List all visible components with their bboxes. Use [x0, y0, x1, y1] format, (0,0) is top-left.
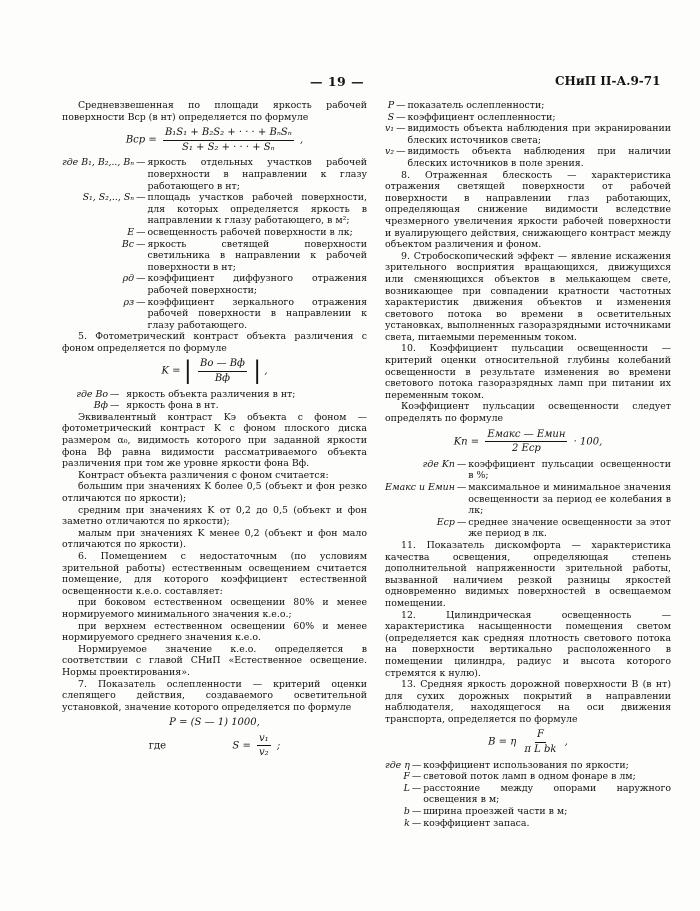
- formula-kp-lhs: Kп =: [453, 436, 480, 448]
- def-symbol: k: [404, 817, 410, 829]
- def-symbol: Eср: [436, 516, 455, 528]
- formula-s-fraction: [257, 733, 271, 759]
- formula-bcp-fraction: [163, 127, 294, 153]
- def-symbol: v₂: [385, 146, 395, 158]
- item-8: 8. Отраженная блескость — характеристика отражения светящей поверхности от рабочей поверхности в направлении глаз работающих, определяющая снижение видимости вследствие чрезмерного увеличения яркости рабочей поверхности и вуалирующего действия, снижающего контраст между объектом различения и фоном.: [385, 169, 671, 251]
- def-text: максимальное и минимальное значения освещенности за период ее колебания в лк;: [468, 482, 671, 517]
- def-symbol: P: [387, 100, 395, 111]
- formula-s-where: где: [148, 740, 167, 752]
- def-symbol: F: [403, 771, 410, 783]
- contrast-mid: средним при значениях K от 0,2 до 0,5 (объект и фон заметно отличаются по яркости);: [62, 504, 367, 528]
- def-row: где Kп — коэффициент пульсации освещенности в %;: [385, 459, 671, 482]
- def-symbol: ρз: [123, 296, 135, 308]
- def-row: Bс — яркость светящей поверхности светильника в направлении к рабочей поверхности в нт;: [62, 239, 367, 274]
- def-row: ρз — коэффициент зеркального отражения рабочей поверхности в направлении к глазу работающего.: [62, 297, 367, 332]
- contrast-big: большим при значениях K более 0,5 (объект и фон резко отличаются по яркости);: [62, 481, 367, 504]
- formula-bcp-den: S₁ + S₂ + · · · + Sₙ: [181, 141, 275, 153]
- formula-b-fraction: [522, 729, 558, 755]
- def-text: ширина проезжей части в м;: [423, 806, 568, 818]
- definitions-k: [62, 389, 367, 412]
- formula-k-fraction: [198, 358, 247, 384]
- def-text: расстояние между опорами наружного освещения в м;: [423, 782, 671, 806]
- def-row: P — показатель ослепленности;: [385, 100, 671, 112]
- def-text: яркость фона в нт.: [126, 400, 219, 412]
- def-symbol: b: [403, 806, 410, 818]
- def-symbol: Bс: [121, 238, 135, 250]
- formula-kp-den: 2 Eср: [511, 443, 541, 455]
- side-lighting: при боковом естественном освещении 80% и менее нормируемого минимального значения к.е.о.;: [62, 597, 367, 620]
- def-symbol: где η: [385, 759, 410, 771]
- def-row: ρд — коэффициент диффузного отражения рабочей поверхности;: [62, 273, 367, 296]
- def-text: видимость объекта наблюдения при экранировании блеских источников света;: [407, 123, 671, 146]
- formula-s-lhs: S =: [232, 740, 251, 752]
- def-row: где B₁, B₂,.., Bₙ — яркость отдельных участков рабочей поверхности в направлении к глазу работающего в нт;: [62, 157, 367, 192]
- def-text: коэффициент запаса.: [423, 817, 530, 829]
- formula-b-den: π L bk: [524, 744, 557, 756]
- definitions-kp: [385, 459, 671, 540]
- def-symbol: v₁: [385, 123, 395, 135]
- def-row: k — коэффициент запаса.: [385, 818, 671, 830]
- formula-bcp-lhs: Bср =: [125, 134, 157, 146]
- def-row: L — расстояние между опорами наружного освещения в м;: [385, 783, 671, 806]
- formula-k-tail: ,: [264, 366, 268, 378]
- formula-s-tail: ;: [276, 740, 281, 752]
- item-12: 12. Цилиндрическая освещенность — характеристика насыщенности помещения светом (определяется как средняя плотность светового потока на поверхности вертикально расположенного в помещении цилиндра, радиус и высота которого стремятся к нулю).: [385, 609, 671, 679]
- formula-bcp: [62, 127, 367, 153]
- def-row: Eср — среднее значение освещенности за этот же период в лк.: [385, 517, 671, 540]
- def-symbol: Bф: [93, 400, 108, 412]
- def-text: видимость объекта наблюдения при наличии блеских источников в поле зрения.: [407, 146, 671, 169]
- formula-b-num: F: [535, 729, 546, 743]
- formula-s-num: v₁: [257, 733, 271, 747]
- formula-p: P = (S — 1) 1000,: [169, 717, 260, 729]
- def-text: площадь участков рабочей поверхности, для которых определяется яркость в направлении к глазу работающего, в м²;: [147, 192, 367, 227]
- def-symbol: L: [403, 782, 410, 794]
- def-symbol: где Bо: [76, 388, 108, 400]
- def-symbol: где B₁, B₂,.., Bₙ: [62, 157, 135, 169]
- item-10: 10. Коэффициент пульсации освещенности — критерий оценки относительной глубины колебаний освещенности в результате изменения во времени светового потока газоразрядных ламп при питании их переменным током.: [385, 343, 671, 401]
- def-row: где Bо — яркость объекта различения в нт;: [62, 389, 367, 401]
- def-symbol: S₁, S₂,.., Sₙ: [82, 192, 135, 204]
- definitions-bcp: [62, 157, 367, 331]
- right-column: [385, 100, 671, 829]
- def-text: яркость объекта различения в нт;: [126, 388, 296, 400]
- item-9: 9. Стробоскопический эффект — явление искажения зрительного восприятия вращающихся, движущихся или сменяющихся объектов в мелькающем свете, возникающее при совпадении кратности частотных характеристик движения объектов и изменения светового потока во времени в осветительных установках, выполненных газоразрядными источниками света, питаемыми переменным током.: [385, 250, 671, 343]
- formula-bcp-num: B₁S₁ + B₂S₂ + · · · + BₙSₙ: [163, 127, 294, 141]
- formula-s: [62, 733, 367, 759]
- contrast-paragraph: Контраст объекта различения с фоном считается:: [78, 469, 329, 481]
- kp-paragraph: Коэффициент пульсации освещенности следует определять по формуле: [385, 401, 671, 425]
- formula-kp-fraction: [485, 429, 567, 455]
- formula-k-den: Bф: [214, 373, 231, 385]
- def-text: яркость отдельных участков рабочей поверхности в направлении к глазу работающего в нт;: [147, 157, 367, 192]
- def-row: b — ширина проезжей части в м;: [385, 806, 671, 818]
- formula-b-tail: ,: [564, 737, 568, 749]
- def-text: коэффициент диффузного отражения рабочей поверхности;: [147, 273, 367, 296]
- def-row: S₁, S₂,.., Sₙ — площадь участков рабочей поверхности, для которых определяется яркость в направлении к глазу работающего, в м²;: [62, 192, 367, 227]
- item-7: 7. Показатель ослепленности — критерий оценки слепящего действия, создаваемого осветительной установкой, значение которого определяется по формуле: [62, 678, 367, 713]
- formula-s-den: v₂: [259, 747, 269, 759]
- def-symbol: S: [387, 111, 395, 123]
- def-symbol: ρд: [122, 273, 135, 285]
- def-row: Eмакс и Eмин — максимальное и минимальное значения освещенности за период ее колебания в лк;: [385, 482, 671, 517]
- def-text: коэффициент зеркального отражения рабочей поверхности в направлении к глазу работающего.: [147, 296, 367, 331]
- intro-paragraph: Средневзвешенная по площади яркость рабочей поверхности Вср (в нт) определяется по формуле: [62, 100, 367, 123]
- def-row: где η — коэффициент использования по яркости;: [385, 760, 671, 772]
- left-column: [62, 100, 367, 763]
- def-text: яркость светящей поверхности светильника в направлении к рабочей поверхности в нт;: [147, 238, 367, 273]
- def-text: коэффициент ослепленности;: [407, 111, 556, 123]
- contrast-small: малым при значениях K менее 0,2 (объект и фон мало отличаются по яркости).: [62, 527, 367, 551]
- item-5: 5. Фотометрический контраст объекта различения с фоном определяется по формуле: [62, 331, 367, 354]
- def-row: E — освещенность рабочей поверхности в лк;: [62, 227, 367, 239]
- def-text: световой поток ламп в одном фонаре в лм;: [423, 771, 636, 783]
- formula-k-num: Bо — Bф: [198, 358, 247, 372]
- definitions-p: [385, 100, 671, 170]
- norm-paragraph: Нормируемое значение к.е.о. определяется в соответствии с главой СНиП «Естественное освещение. Нормы проектирования».: [62, 643, 367, 678]
- formula-bcp-tail: ,: [299, 134, 304, 146]
- def-text: показатель ослепленности;: [407, 100, 545, 111]
- def-row: S — коэффициент ослепленности;: [385, 112, 671, 124]
- def-text: освещенность рабочей поверхности в лк;: [147, 226, 353, 238]
- top-lighting: при верхнем естественном освещении 60% и менее нормируемого среднего значения к.е.о.: [62, 620, 367, 644]
- formula-kp: [385, 429, 671, 455]
- def-row: F — световой поток ламп в одном фонаре в лм;: [385, 771, 671, 783]
- def-row: Bф — яркость фона в нт.: [62, 400, 367, 412]
- item-6: 6. Помещением с недостаточным (по условиям зрительной работы) естественным освещением считается помещение, для которого коэффициент естественной освещенности к.е.о. составляет:: [62, 550, 367, 597]
- definitions-b: [385, 760, 671, 830]
- document-code: СНиП II-А.9-71: [555, 74, 661, 88]
- def-text: среднее значение освещенности за этот же период в лк.: [468, 516, 671, 540]
- def-symbol: где Kп: [422, 458, 455, 470]
- item-13: 13. Средняя яркость дорожной поверхности B (в нт) для сухих дорожных покрытий в направлении наблюдателя, находящегося на оси движения транспорта, определяется по формуле: [385, 679, 671, 725]
- equivalent-contrast-paragraph: Эквивалентный контраст Kэ объекта с фоном — фотометрический контраст K с фоном плоского диска размером α₀, видимость которого при заданной яркости фона Bф равна видимости рассматриваемого объекта различения при том же уровне яркости фона Bф.: [62, 411, 367, 470]
- def-symbol: Eмакс и Eмин: [385, 482, 455, 493]
- def-row: v₁ — видимость объекта наблюдения при экранировании блеских источников света;: [385, 123, 671, 146]
- item-11: 11. Показатель дискомфорта — характеристика качества освещения, определяющая степень дополнительной напряженности зрительной работы, вызванной наличием резкой разницы яркостей одновременно видимых поверхностей в освещаемом помещении.: [385, 539, 671, 609]
- def-row: v₂ — видимость объекта наблюдения при наличии блеских источников в поле зрения.: [385, 146, 671, 169]
- formula-kp-tail: · 100,: [573, 436, 603, 448]
- def-text: коэффициент использования по яркости;: [423, 759, 629, 771]
- def-text: коэффициент пульсации освещенности в %;: [468, 458, 671, 482]
- formula-b: [385, 729, 671, 755]
- def-symbol: E: [127, 226, 135, 238]
- formula-kp-num: Eмакс — Eмин: [485, 429, 567, 443]
- formula-k-lhs: K =: [161, 366, 181, 378]
- formula-b-lhs: B = η: [488, 737, 517, 749]
- page-number: — 19 —: [310, 74, 365, 89]
- formula-k: K = | $\frac{Bо — Bф}{Bф}$ | ,: [161, 356, 268, 385]
